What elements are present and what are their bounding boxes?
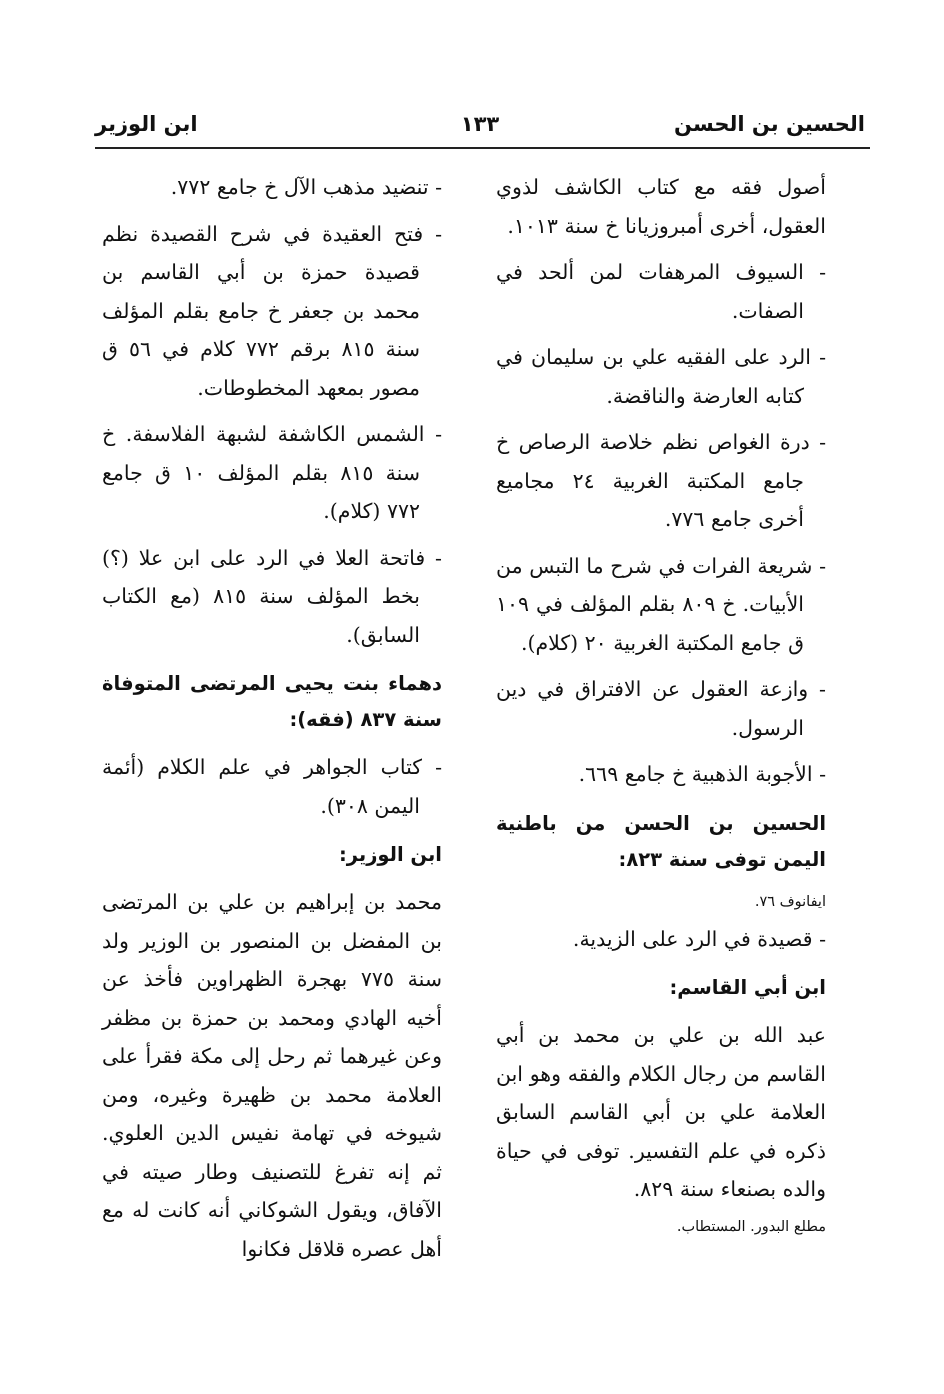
section-heading: دهماء بنت يحيى المرتضى المتوفاة سنة ٨٣٧ (فقه): xyxy=(102,672,442,731)
list-item: - الأجوبة الذهبية خ جامع ٦٦٩. xyxy=(578,762,826,786)
source-note: ايفانوف ٧٦. xyxy=(754,893,826,910)
source-note: مطلع البدور. المستطاب. xyxy=(676,1218,826,1235)
page-number: ١٣٣ xyxy=(460,112,500,136)
list-item: - شريعة الفرات في شرح ما التبس من الأبيات. خ ٨٠٩ بقلم المؤلف في ١٠٩ ق جامع المكتبة الغربية ٢٠ (كلام). xyxy=(496,553,826,655)
header-rule xyxy=(95,147,870,149)
list-item: - فاتحة العلا في الرد على ابن علا (؟) بخط المؤلف سنة ٨١٥ (مع الكتاب السابق). xyxy=(102,545,442,647)
right-column xyxy=(496,168,826,1245)
left-column xyxy=(102,168,442,1272)
section-heading: ابن الوزير: xyxy=(338,843,442,866)
header-left-title: ابن الوزير xyxy=(95,112,198,136)
list-item: - الرد على الفقيه علي بن سليمان في كتابه العارضة والناقضة. xyxy=(496,345,826,408)
running-header xyxy=(95,112,865,152)
section-heading: ابن أبي القاسم: xyxy=(669,976,826,999)
list-item: - قصيدة في الرد على الزيدية. xyxy=(572,926,826,951)
list-item: - تنضيد مذهب الآل خ جامع ٧٧٢. xyxy=(170,175,442,199)
list-item: - الشمس الكاشفة لشبهة الفلاسفة. خ سنة ٨١٥ بقلم المؤلف ١٠ ق جامع ٧٧٢ (كلام). xyxy=(102,422,442,523)
biography-paragraph: محمد بن إبراهيم بن علي بن المرتضى بن المفضل بن المنصور بن الوزير ولد سنة ٧٧٥ بهجرة الظهراوين فأخذ عن أخيه الهادي ومحمد بن حمزة بن مظفر وعن غيرهما ثم رحل إلى مكة فقرأ على العلامة محمد بن ظهيرة وغيره، ومن شيوخه في تهامة نفيس الدين العلوي. ثم إنه تفرغ للتصنيف وطار صيته في الآفاق، ويقول الشوكاني أنه كانت له مع أهل عصره قلاقل فكانوا xyxy=(102,890,443,1261)
header-right-title: الحسين بن الحسن xyxy=(674,112,865,136)
list-item: - وازعة العقول عن الافتراق في دين الرسول. xyxy=(496,677,826,740)
list-item: - السيوف المرهفات لمن ألحد في الصفات. xyxy=(496,260,826,323)
biography-paragraph: عبد الله بن علي بن محمد بن أبي القاسم من رجال الكلام والفقه وهو ابن العلامة علي بن أبي القاسم السابق ذكره في علم التفسير. توفى في حياة والده بصنعاء سنة ٨٢٩. xyxy=(496,1023,826,1201)
section-heading: الحسين بن الحسن من باطنية اليمن توفى سنة ٨٢٣: xyxy=(496,811,826,871)
list-item: أصول فقه مع كتاب الكاشف لذوي العقول، أخرى أمبروزيانا خ سنة ١٠١٣. xyxy=(496,175,826,238)
list-item: - درة الغواص نظم خلاصة الرصاص خ جامع المكتبة الغربية ٢٤ مجاميع أخرى جامع ٧٧٦. xyxy=(496,430,826,531)
list-item: - فتح العقيدة في شرح القصيدة نظم قصيدة حمزة بن أبي القاسم بن محمد بن جعفر خ جامع بقلم المؤلف سنة ٨١٥ برقم ٧٧٢ كلام في ٥٦ ق مصور بمعهد المخطوطات. xyxy=(102,221,442,400)
list-item: - كتاب الجواهر في علم الكلام (أئمة اليمن ٣٠٨). xyxy=(102,755,442,818)
